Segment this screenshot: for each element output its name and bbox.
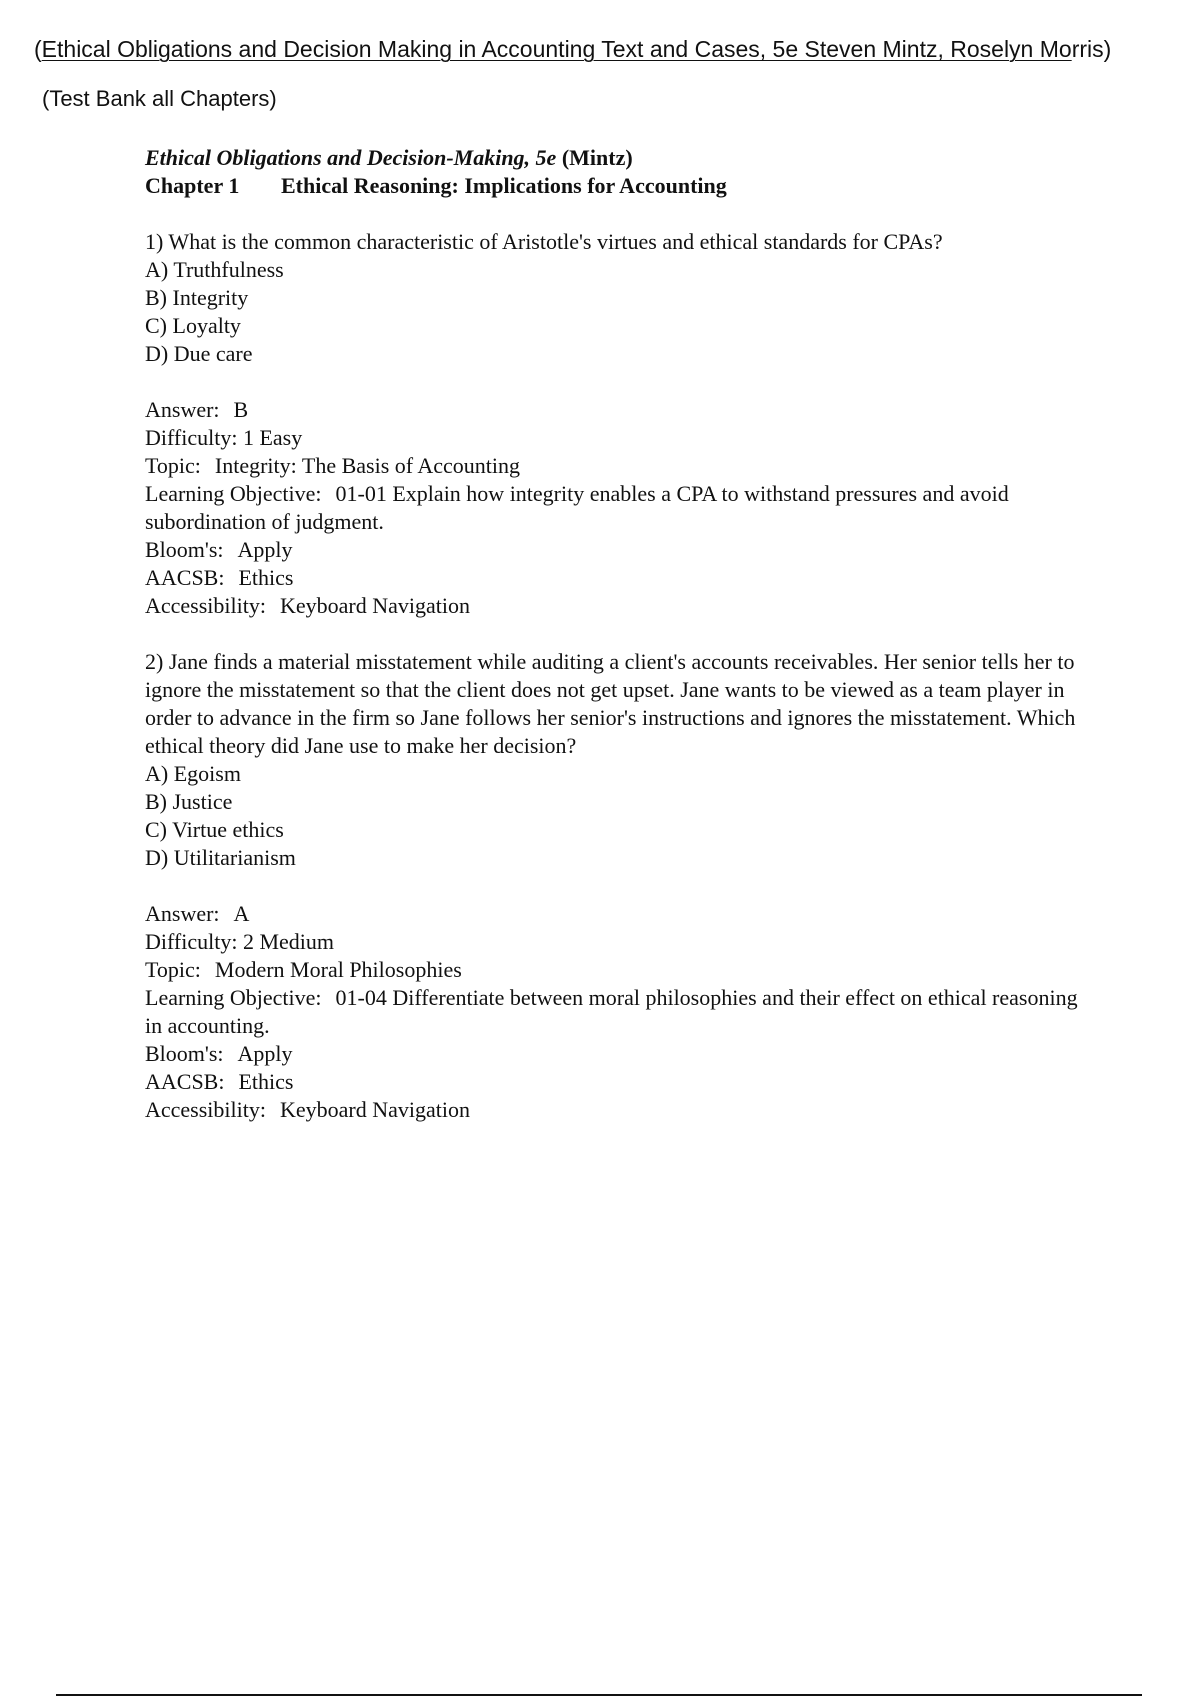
question-metadata xyxy=(145,396,1085,620)
answer-option: B) Justice xyxy=(145,789,233,814)
objective-label: Learning Objective: xyxy=(145,481,322,506)
book-title-author: (Mintz) xyxy=(556,145,633,170)
topic-line xyxy=(145,956,1085,984)
aacsb-value: Ethics xyxy=(238,565,294,590)
question-block xyxy=(145,648,1085,872)
answer-line xyxy=(145,900,1085,928)
objective-line xyxy=(145,480,1085,536)
answer-option: D) Due care xyxy=(145,341,253,366)
question-metadata xyxy=(145,900,1085,1124)
difficulty-line: Difficulty: 1 Easy xyxy=(145,425,303,450)
chapter-title: Ethical Reasoning: Implications for Accounting xyxy=(281,173,727,198)
bloom-label: Bloom's: xyxy=(145,537,224,562)
aacsb-label: AACSB: xyxy=(145,1069,225,1094)
answer-option: C) Loyalty xyxy=(145,313,241,338)
book-title-text: Ethical Obligations and Decision-Making, 5e xyxy=(145,145,557,170)
topic-label: Topic: xyxy=(145,453,201,478)
topic-label: Topic: xyxy=(145,957,201,982)
accessibility-label: Accessibility: xyxy=(145,1097,266,1122)
accessibility-line xyxy=(145,592,1085,620)
bloom-line xyxy=(145,1040,1085,1068)
document-body xyxy=(145,144,1085,1124)
answer-label: Answer: xyxy=(145,901,220,926)
document-subtitle: (Test Bank all Chapters) xyxy=(42,86,277,111)
bloom-line xyxy=(145,536,1085,564)
objective-value: 01-04 Differentiate between moral philosophies and their effect on ethical reasoning in accounting. xyxy=(145,985,1078,1038)
answer-option: A) Truthfulness xyxy=(145,257,284,282)
topic-value: Modern Moral Philosophies xyxy=(214,957,462,982)
aacsb-line xyxy=(145,1068,1085,1096)
difficulty-line: Difficulty: 2 Medium xyxy=(145,929,335,954)
question-block xyxy=(145,228,1085,368)
accessibility-line xyxy=(145,1096,1085,1124)
answer-value: B xyxy=(233,397,249,422)
aacsb-label: AACSB: xyxy=(145,565,225,590)
objective-value: 01-01 Explain how integrity enables a CPA to withstand pressures and avoid subordination of judgment. xyxy=(145,481,1009,534)
aacsb-line xyxy=(145,564,1085,592)
bloom-value: Apply xyxy=(237,1041,293,1066)
objective-line xyxy=(145,984,1085,1040)
aacsb-value: Ethics xyxy=(238,1069,294,1094)
header-title-tail: rris) xyxy=(1071,36,1112,62)
answer-option: A) Egoism xyxy=(145,761,241,786)
answer-line xyxy=(145,396,1085,424)
topic-line xyxy=(145,452,1085,480)
header-title-link[interactable]: Ethical Obligations and Decision Making in Accounting Text and Cases, 5e Steven Mintz, Roselyn Mo xyxy=(41,36,1072,62)
answer-label: Answer: xyxy=(145,397,220,422)
answer-option: C) Virtue ethics xyxy=(145,817,284,842)
chapter-number: Chapter 1 xyxy=(145,173,240,198)
answer-option: D) Utilitarianism xyxy=(145,845,296,870)
document-header xyxy=(34,34,1111,64)
answer-option: B) Integrity xyxy=(145,285,249,310)
footer-divider xyxy=(56,1694,1142,1696)
chapter-heading xyxy=(145,172,1085,200)
accessibility-value: Keyboard Navigation xyxy=(279,593,470,618)
bloom-value: Apply xyxy=(237,537,293,562)
header-paren-open: ( xyxy=(34,36,42,62)
accessibility-value: Keyboard Navigation xyxy=(279,1097,470,1122)
question-stem: 2) Jane finds a material misstatement while auditing a client's accounts receivables. Her senior tells her to ignore the misstatement so that the client does not get upset. Jane wants to be viewed as a team player in order to advance in the firm so Jane follows her senior's instructions and ignores the misstatement. Which ethical theory did Jane use to make her decision? xyxy=(145,649,1076,758)
objective-label: Learning Objective: xyxy=(145,985,322,1010)
accessibility-label: Accessibility: xyxy=(145,593,266,618)
question-stem: 1) What is the common characteristic of Aristotle's virtues and ethical standards for CPAs? xyxy=(145,229,943,254)
topic-value: Integrity: The Basis of Accounting xyxy=(214,453,521,478)
answer-value: A xyxy=(233,901,250,926)
bloom-label: Bloom's: xyxy=(145,1041,224,1066)
book-title xyxy=(145,144,1085,172)
